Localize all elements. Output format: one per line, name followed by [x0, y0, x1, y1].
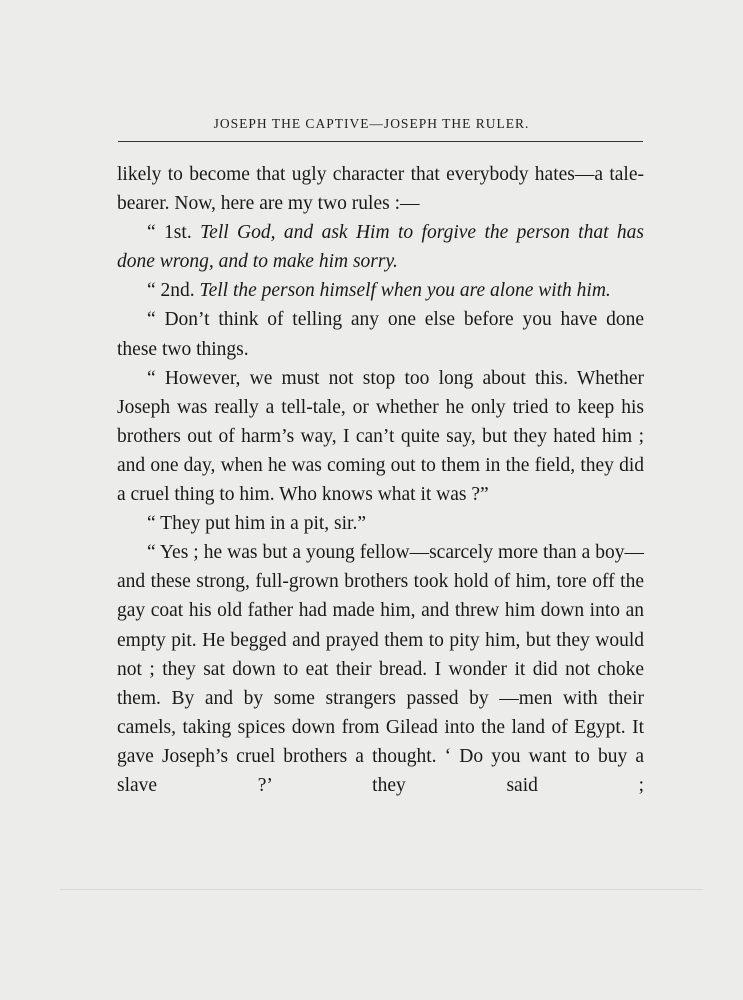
paragraph: “ Don’t think of telling any one else before you have done these two things. [117, 309, 644, 360]
header-rule [118, 141, 643, 142]
paragraph: “ However, we must not stop too long about this. Whether Joseph was really a tell-tale, or whether he only tried to keep his brothers out of harm’s way, I can’t quite say, but they hated him ; and one day, when he was coming out to them in the field, they did a cruel thing to him. Who knows what it was ?” [117, 367, 644, 506]
rule-one-text: Tell God, and ask Him to forgive the person that has done wrong, and to make him sorry. [117, 222, 644, 273]
paragraph: “ They put him in a pit, sir.” [147, 513, 366, 535]
paragraph: “ Yes ; he was but a young fellow—scarcely more than a boy—and these strong, full-grown brothers took hold of him, tore off the gay coat his old father had made him, and threw him down into an empty pit. He begged and prayed them to pity him, but they would not ; they sat down to eat their bread. I wonder it did not choke them. By and by some strangers passed by —men with their camels, taking spices down from Gilead into the land of Egypt. It gave Joseph’s cruel brothers a thought. ‘ Do you want to buy a slave ?’ they said ; [117, 542, 644, 796]
running-header: JOSEPH THE CAPTIVE—JOSEPH THE RULER. [213, 116, 530, 131]
rule-two-text: Tell the person himself when you are alone with him. [199, 280, 611, 302]
plate-edge [60, 889, 703, 890]
rule-two-prefix: “ 2nd. [147, 280, 200, 302]
paragraph-continuation: likely to become that ugly character that everybody hates—a tale-bearer. Now, here are my two rules :— [117, 164, 644, 215]
rule-one-prefix: “ 1st. [147, 222, 201, 244]
rule-one [117, 218, 644, 276]
page-body [117, 160, 644, 800]
rule-two [117, 276, 644, 305]
